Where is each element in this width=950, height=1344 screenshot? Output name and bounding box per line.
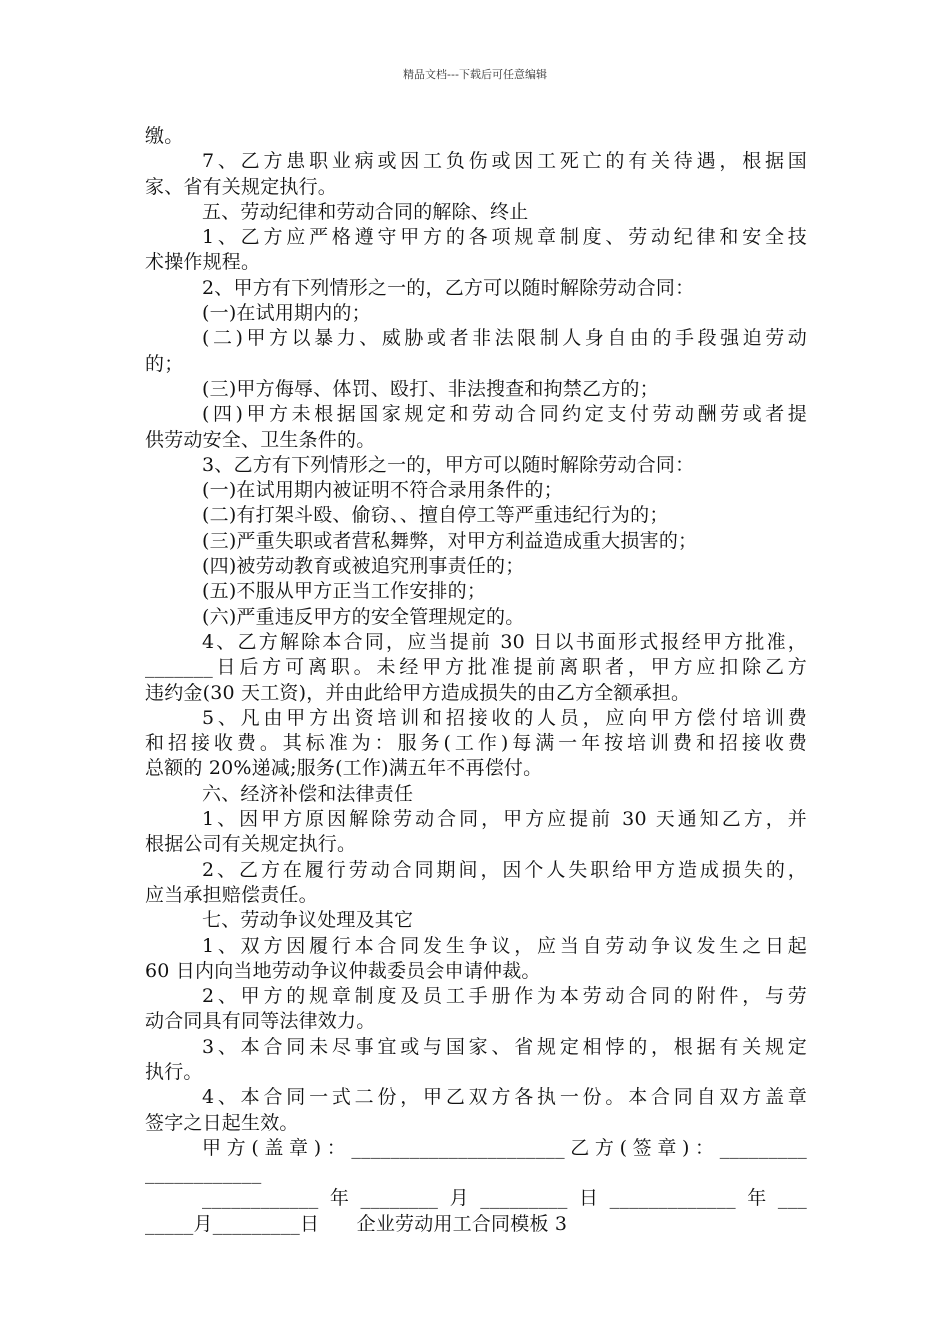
text-line: (二)有打架斗殴、偷窃、、擅自停工等严重违纪行为的；	[202, 504, 669, 527]
text-line: 违约金(30 天工资)，并由此给甲方造成损失的由乙方全额承担。	[145, 681, 691, 704]
text-line: (三)严重失职或者营私舞弊，对甲方利益造成重大损害的；	[202, 529, 698, 552]
text-line: (三)甲方侮辱、体罚、殴打、非法搜查和拘禁乙方的；	[202, 377, 659, 400]
text-line: 1、因甲方原因解除劳动合同，甲方应提前 30 天通知乙方，并	[202, 808, 807, 831]
text-line: 甲方(盖章)：______________________乙方(签章)：_________	[202, 1136, 807, 1159]
text-line: 总额的 20%递减;服务(工作)满五年不再偿付。	[145, 757, 543, 780]
text-line: 应当承担赔偿责任。	[145, 883, 318, 906]
text-line: (四)甲方未根据国家规定和劳动合同约定支付劳动酬劳或者提	[202, 403, 807, 426]
text-line: 和招接收费。其标准为：服务(工作)每满一年按培训费和招接收费	[145, 732, 807, 755]
text-line: (二)甲方以暴力、威胁或者非法限制人身自由的手段强迫劳动	[202, 327, 807, 350]
text-line: 3、乙方有下列情形之一的，甲方可以随时解除劳动合同：	[202, 453, 695, 476]
page-header: 精品文档---下载后可任意编辑	[403, 68, 547, 81]
text-line: (五)不服从甲方正当工作安排的；	[202, 580, 487, 603]
text-line: 2、甲方的规章制度及员工手册作为本劳动合同的附件，与劳	[202, 985, 807, 1008]
text-line: 动合同具有同等法律效力。	[145, 1010, 376, 1033]
text-line: 60 日内向当地劳动争议仲裁委员会申请仲裁。	[145, 959, 541, 982]
text-line: 的；	[145, 352, 184, 375]
text-line: 七、劳动争议处理及其它	[202, 909, 414, 932]
text-line: _____月_________日 企业劳动用工合同模板 3	[145, 1212, 568, 1235]
text-line: ____________	[145, 1162, 262, 1185]
text-line: 六、经济补偿和法律责任	[202, 782, 414, 805]
text-line: 供劳动安全、卫生条件的。	[145, 428, 376, 451]
text-line: 4、乙方解除本合同，应当提前 30 日以书面形式报经甲方批准，	[202, 630, 807, 653]
text-line: 家、省有关规定执行。	[145, 175, 338, 198]
text-line: 术操作规程。	[145, 251, 261, 274]
text-line: 执行。	[145, 1060, 203, 1083]
text-line: 2、乙方在履行劳动合同期间，因个人失职给甲方造成损失的，	[202, 858, 807, 881]
text-line: 缴。	[145, 125, 184, 147]
text-line: (六)严重违反甲方的安全管理规定的。	[202, 605, 525, 628]
text-line: 签字之日起生效。	[145, 1111, 299, 1134]
text-line: _______日后方可离职。未经甲方批准提前离职者，甲方应扣除乙方	[145, 656, 807, 679]
text-line: (一)在试用期内的；	[202, 302, 371, 325]
text-line: 3、本合同未尽事宜或与国家、省规定相悖的，根据有关规定	[202, 1035, 807, 1058]
text-line: 根据公司有关规定执行。	[145, 833, 357, 856]
text-line: (四)被劳动教育或被追究刑事责任的；	[202, 555, 525, 578]
text-line: 1、双方因履行本合同发生争议，应当自劳动争议发生之日起	[202, 934, 807, 957]
text-line: 7、乙方患职业病或因工负伤或因工死亡的有关待遇，根据国	[202, 150, 807, 173]
text-line: 1、乙方应严格遵守甲方的各项规章制度、劳动纪律和安全技	[202, 226, 807, 249]
text-line: 5、凡由甲方出资培训和招接收的人员，应向甲方偿付培训费	[202, 706, 807, 729]
text-line: (一)在试用期内被证明不符合录用条件的；	[202, 479, 563, 502]
text-line: 4、本合同一式二份，甲乙双方各执一份。本合同自双方盖章	[202, 1086, 807, 1109]
text-line: 2、甲方有下列情形之一的，乙方可以随时解除劳动合同：	[202, 276, 695, 299]
text-line: 五、劳动纪律和劳动合同的解除、终止	[202, 200, 529, 223]
text-line: ____________年________月_________日_____________年___	[202, 1187, 807, 1210]
document-body	[145, 124, 807, 1237]
